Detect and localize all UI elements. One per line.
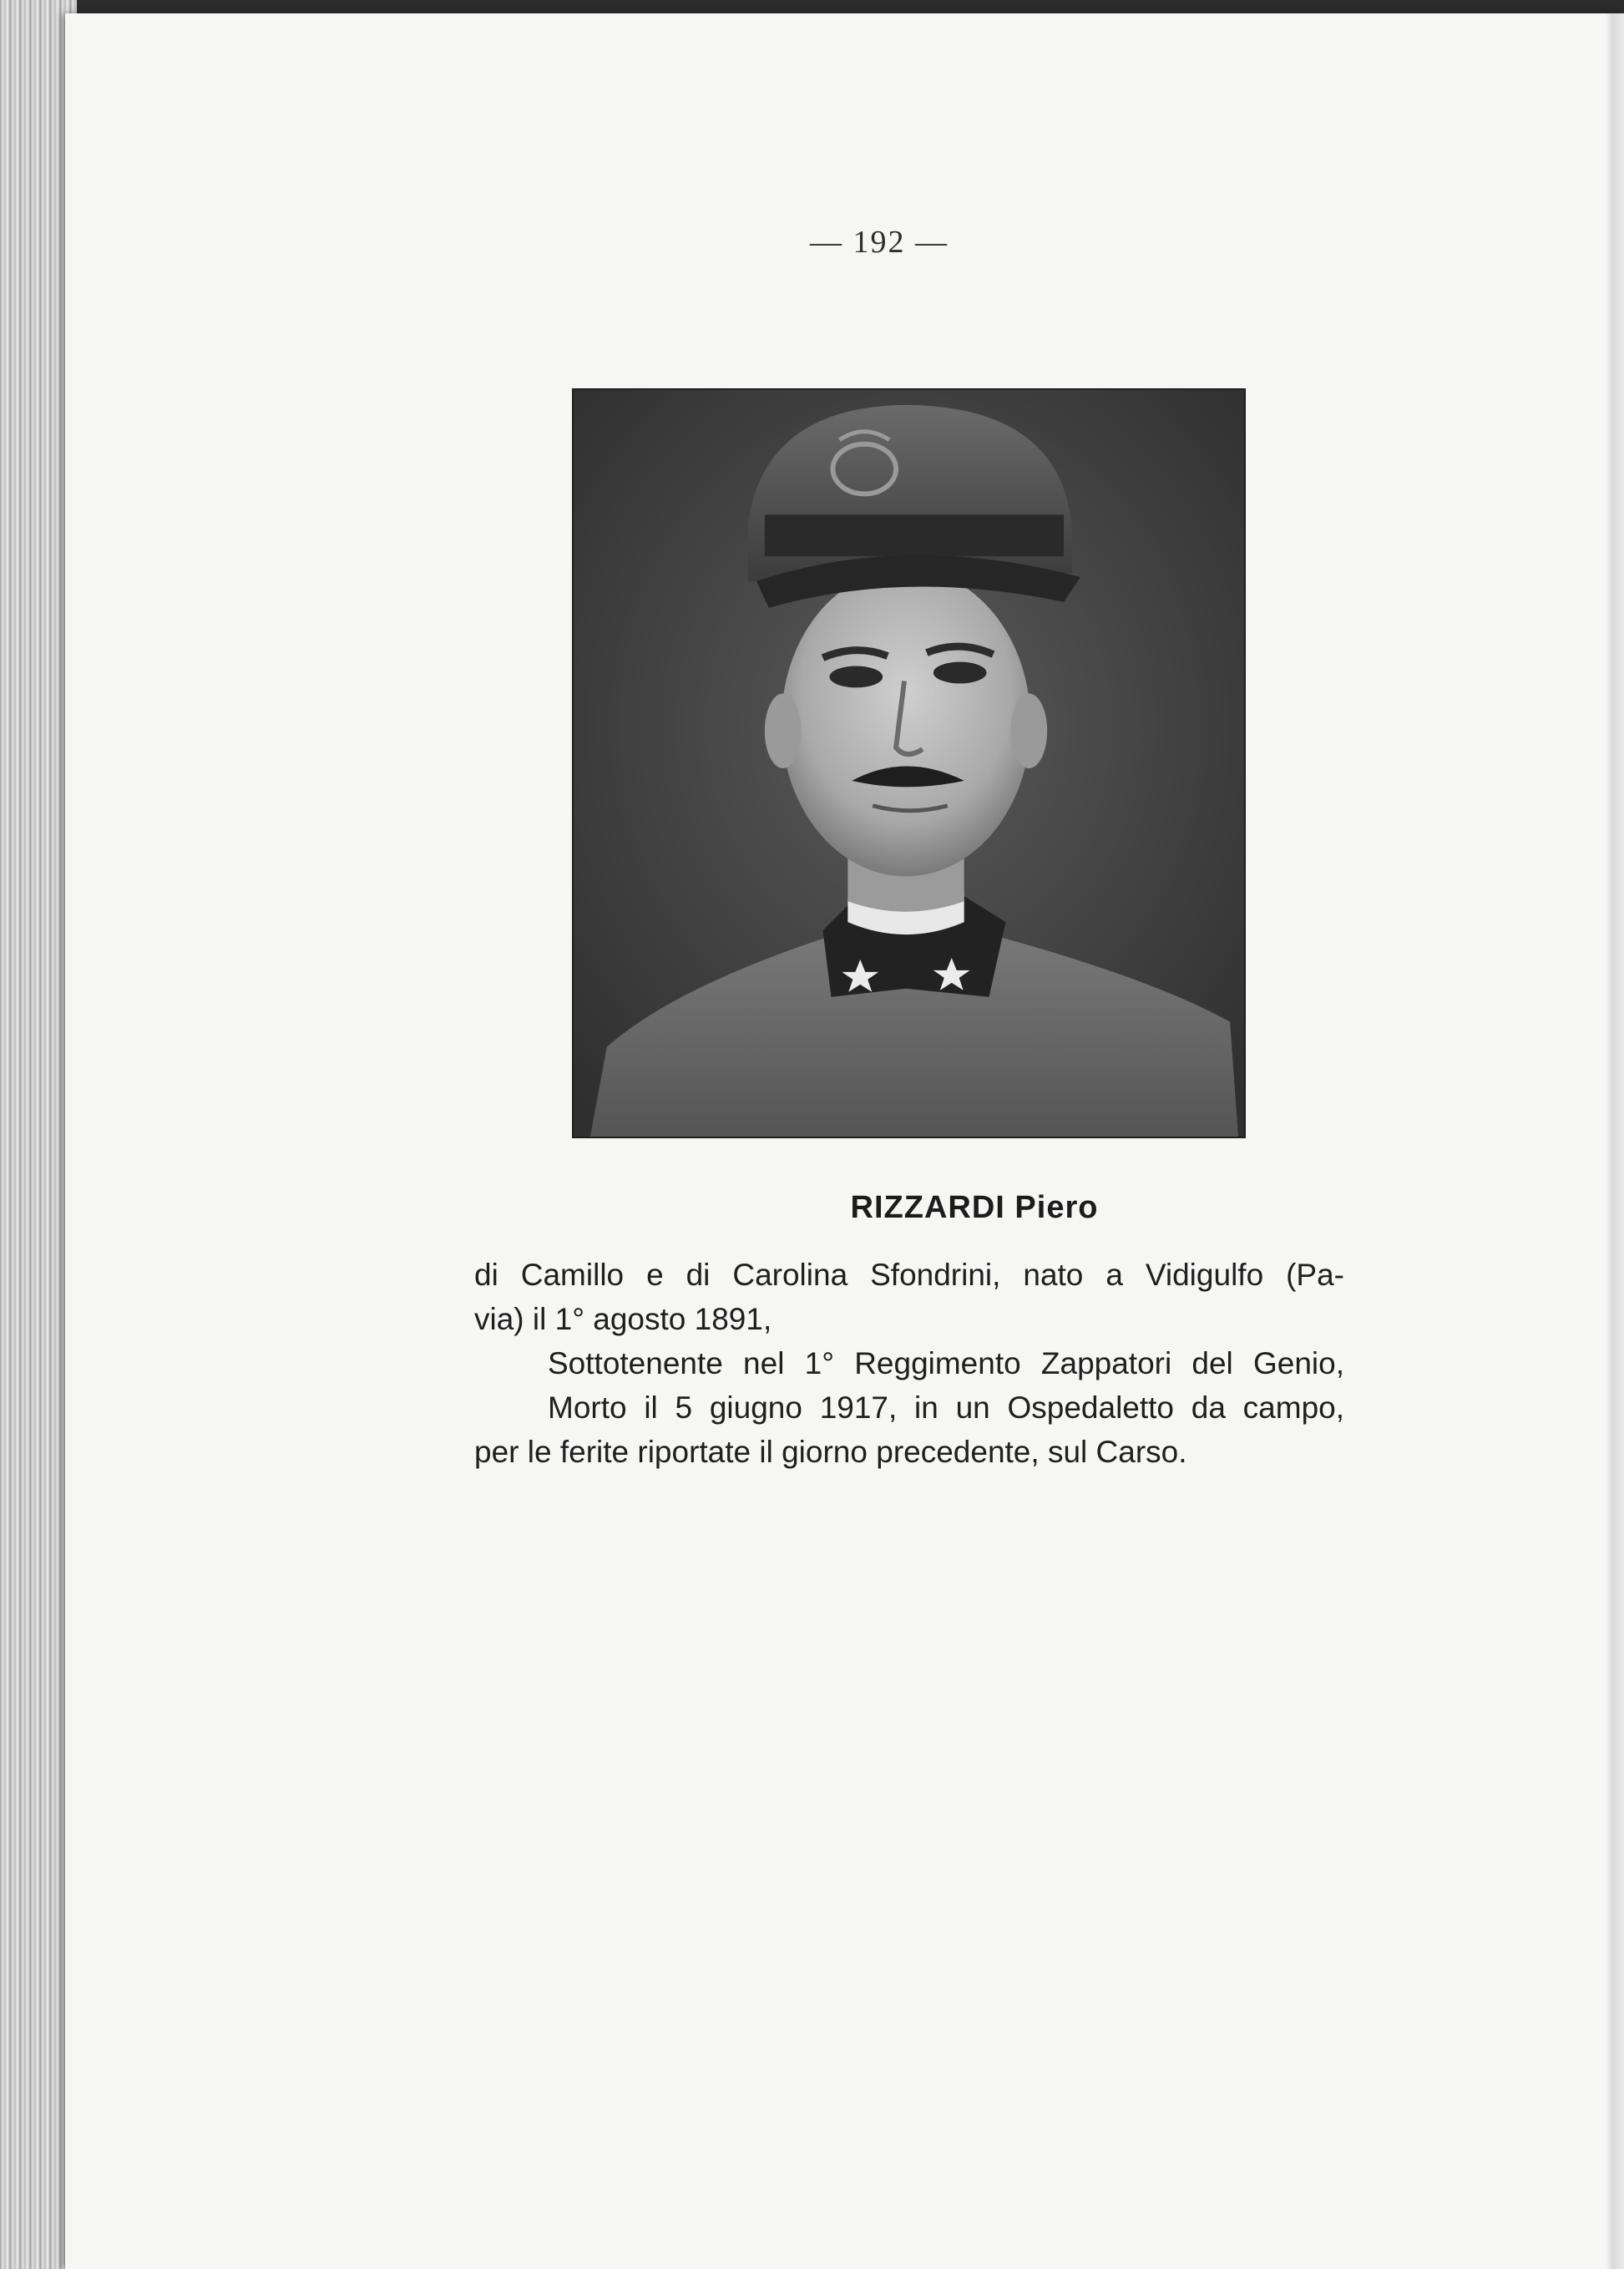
person-name: RIZZARDI Piero <box>850 1190 1099 1225</box>
book-page <box>65 13 1624 2269</box>
portrait-illustration <box>574 390 1244 1137</box>
page-right-margin <box>1606 13 1624 2269</box>
bio-line-5: per le ferite riportate il giorno precedente, sul Carso. <box>474 1435 1187 1469</box>
biography-text <box>474 1253 1344 1474</box>
page-number: — 192 — <box>810 225 949 260</box>
bio-line-2: via) il 1° agosto 1891, <box>474 1302 772 1336</box>
bio-line-3: Sottotenente nel 1° Reggimento Zappatori del Genio, <box>548 1346 1344 1380</box>
bio-line-1: di Camillo e di Carolina Sfondrini, nato a Vidigulfo (Pa- <box>474 1258 1344 1292</box>
bio-line-4: Morto il 5 giugno 1917, in un Ospedaletto da campo, <box>548 1390 1344 1425</box>
portrait-photo <box>572 388 1246 1138</box>
